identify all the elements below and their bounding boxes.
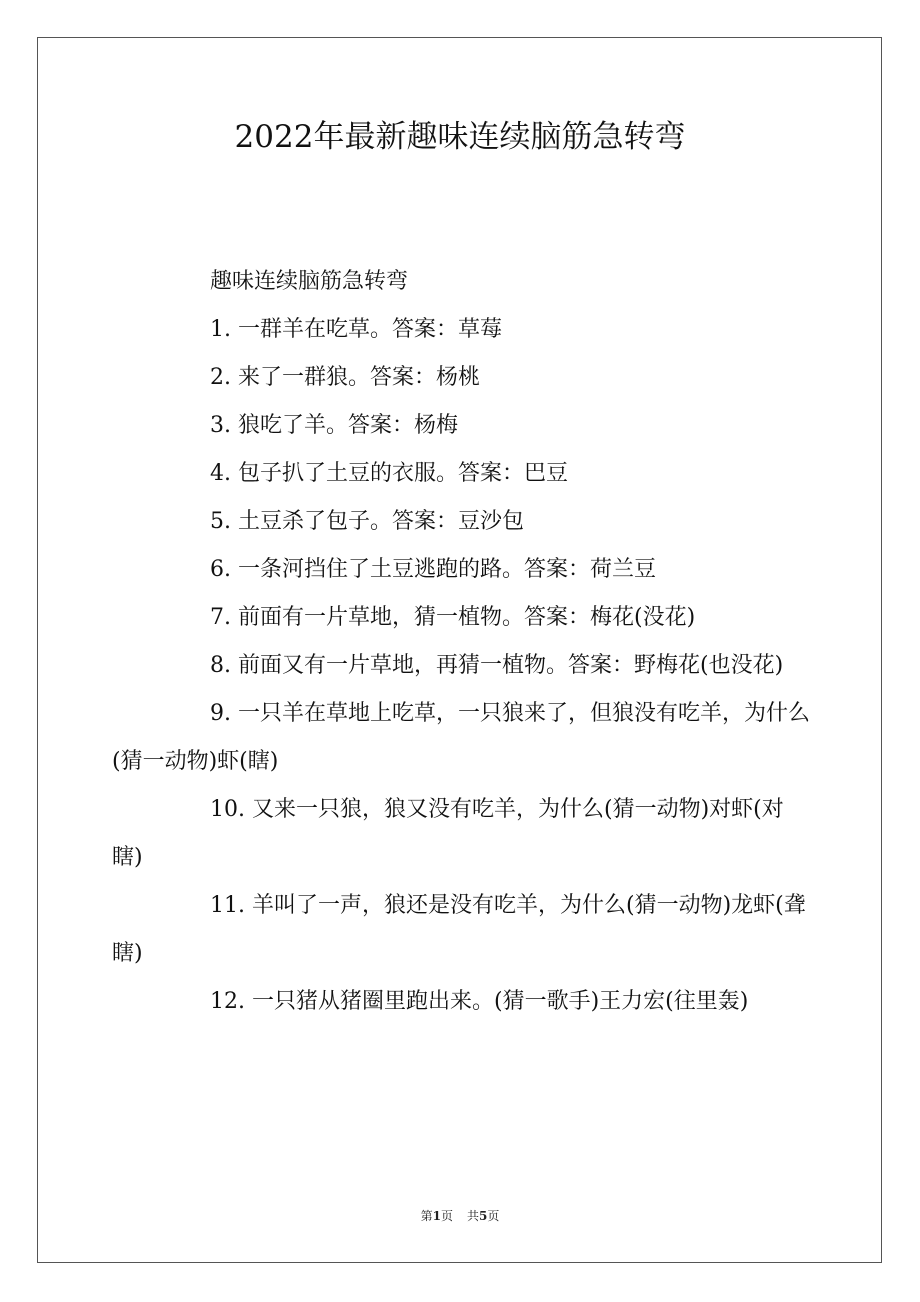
page-footer <box>0 1206 920 1226</box>
subtitle-line: 趣味连续脑筋急转弯 <box>210 269 409 294</box>
riddle-line-7: 7. 前面有一片草地，猜一植物。答案：梅花(没花) <box>210 605 696 630</box>
riddle-line-4: 4. 包子扒了土豆的衣服。答案：巴豆 <box>210 461 568 486</box>
riddle-line-12: 12. 一只猪从猪圈里跑出来。(猜一歌手)王力宏(往里轰) <box>210 989 749 1014</box>
page-prefix: 第 <box>420 1209 433 1223</box>
riddle-line-1: 1. 一群羊在吃草。答案：草莓 <box>210 317 502 342</box>
riddle-line-6: 6. 一条河挡住了土豆逃跑的路。答案：荷兰豆 <box>210 557 656 582</box>
riddle-line-8: 8. 前面又有一片草地，再猜一植物。答案：野梅花(也没花) <box>210 653 784 678</box>
riddle-line-5: 5. 土豆杀了包子。答案：豆沙包 <box>210 509 524 534</box>
total-prefix: 共 <box>467 1209 480 1223</box>
riddle-line-3: 3. 狼吃了羊。答案：杨梅 <box>210 413 458 438</box>
page-current: 1 <box>432 1209 441 1223</box>
riddle-line-11: 11. 羊叫了一声，狼还是没有吃羊，为什么(猜一动物)龙虾(聋瞎) <box>112 893 806 966</box>
riddle-line-10: 10. 又来一只狼，狼又没有吃羊，为什么(猜一动物)对虾(对瞎) <box>112 797 784 870</box>
page-suffix: 页 <box>440 1209 453 1223</box>
riddle-line-2: 2. 来了一群狼。答案：杨桃 <box>210 365 480 390</box>
riddle-line-9: 9. 一只羊在草地上吃草，一只狼来了，但狼没有吃羊，为什么(猜一动物)虾(瞎) <box>112 701 810 774</box>
page-total: 5 <box>479 1209 488 1223</box>
document-title: 2022年最新趣味连续脑筋急转弯 <box>234 119 686 155</box>
document-body <box>112 258 812 1026</box>
total-suffix: 页 <box>487 1209 500 1223</box>
